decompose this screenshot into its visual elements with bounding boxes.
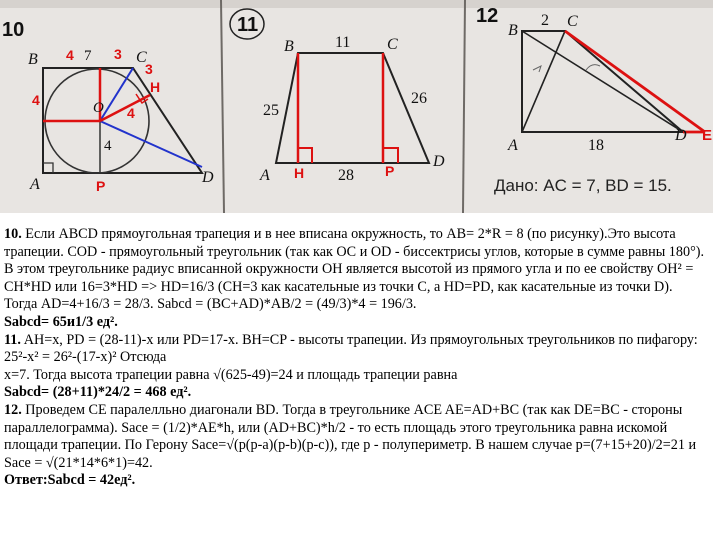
fig12-side-top: 2	[541, 12, 549, 29]
fig10-num-7: 7	[84, 48, 92, 64]
solution-text	[4, 226, 708, 490]
fig12-number: 12	[476, 5, 499, 27]
fig12-given: Дано: AC = 7, BD = 15.	[494, 176, 672, 195]
fig12-label-c: C	[567, 13, 578, 30]
fig11-label-h: H	[294, 165, 305, 181]
fig10-number: 10	[2, 19, 25, 41]
solution-10-number: 10.	[4, 226, 22, 242]
fig10-label-a: A	[30, 176, 40, 193]
solution-11	[4, 332, 708, 367]
solution-10-text: Если ABCD прямоугольная трапеция и в нее вписана окружность, то AB= 2*R = 8 (по рисунку).Это высота трапеции. COD - прямоугольный треугольник (так как OC и OD - биссектрисы углов, которые в сумме равны 180°). В этом треугольнике радиус вписанной окружности OH является высотой из прямого угла и по ее свойству OH² = CH*HD или 16=3*HD => HD=16/3 (CH=3 как касательные из точки C, а HD=PD, как касательные из точки D).	[4, 226, 705, 295]
fig10-num-3-right: 3	[145, 61, 153, 77]
fig12-label-a: A	[508, 137, 518, 154]
fig11-label-d: D	[433, 153, 445, 170]
fig10-label-h: H	[150, 79, 161, 95]
solution-12-text: Проведем CE паралелльно диагонали BD. Тогда в треугольнике ACE AE=AD+BC (так как DE=BC - стороны параллелограмма). Sace = (1/2)*AE*h, или (AD+BC)*h/2 - то есть площадь этого треугольника равна искомой площади трапеции. По Герону Sace=√(p(p-a)(p-b)(p-c)), где p - полупериметр. В нашем случае p=(7+15+20)/2=21 и Sace = √(21*14*6*1)=42.	[4, 401, 697, 471]
fig12-label-d: D	[675, 127, 687, 144]
solution-12-number: 12.	[4, 401, 22, 418]
fig10-label-d: D	[202, 169, 214, 186]
solution-11-number: 11.	[4, 331, 21, 348]
fig12-side-bottom: 18	[588, 137, 604, 154]
solution-10	[4, 226, 708, 296]
fig10-label-o: O	[93, 100, 104, 116]
fig11-label-a: A	[260, 167, 270, 184]
fig11-side-bottom: 28	[338, 167, 354, 184]
fig12-label-e: E	[702, 127, 713, 144]
fig10-num-4-top: 4	[66, 47, 74, 63]
fig11-side-left: 25	[263, 102, 279, 119]
fig12-label-b: B	[508, 22, 518, 39]
fig10-label-b: B	[28, 51, 38, 68]
fig11-label-c: C	[387, 36, 398, 53]
solution-10-answer: Sabcd= 65и1/3 ед².	[4, 313, 118, 330]
fig11-number: 11	[237, 14, 259, 36]
figures-svg	[0, 0, 713, 213]
textbook-photo	[0, 0, 713, 213]
fig11-side-top: 11	[335, 34, 351, 51]
fig10-num-3-top: 3	[114, 46, 122, 62]
solution-12	[4, 402, 708, 472]
fig10-label-c: C	[136, 49, 147, 66]
fig10-label-p: P	[96, 178, 106, 194]
solution-11-text: AH=x, PD = (28-11)-x или PD=17-x. BH=CP - высоты трапеции. Из прямоугольных треугольников по пифагору: 25²-x² = 26²-(17-x)² Отсюда	[4, 331, 698, 366]
solution-10-line2: Тогда AD=4+16/3 = 28/3. Sabcd = (BC+AD)*AB/2 = (49/3)*4 = 196/3.	[4, 296, 417, 313]
paper-top-edge	[0, 0, 713, 8]
fig10-num-4-center: 4	[104, 138, 112, 154]
solution-11-answer: Sabcd= (28+11)*24/2 = 468 ед².	[4, 384, 192, 401]
solution-11-line2: x=7. Тогда высота трапеции равна √(625-49)=24 и площадь трапеции равна	[4, 366, 458, 383]
fig11-side-right: 26	[411, 90, 427, 107]
fig10-num-4-left: 4	[32, 92, 40, 108]
solution-12-answer: Ответ:Sabcd = 42ед².	[4, 472, 136, 489]
fig10-num-4-inner: 4	[127, 105, 135, 121]
fig11-label-p: P	[385, 163, 395, 179]
fig11-label-b: B	[284, 38, 294, 55]
